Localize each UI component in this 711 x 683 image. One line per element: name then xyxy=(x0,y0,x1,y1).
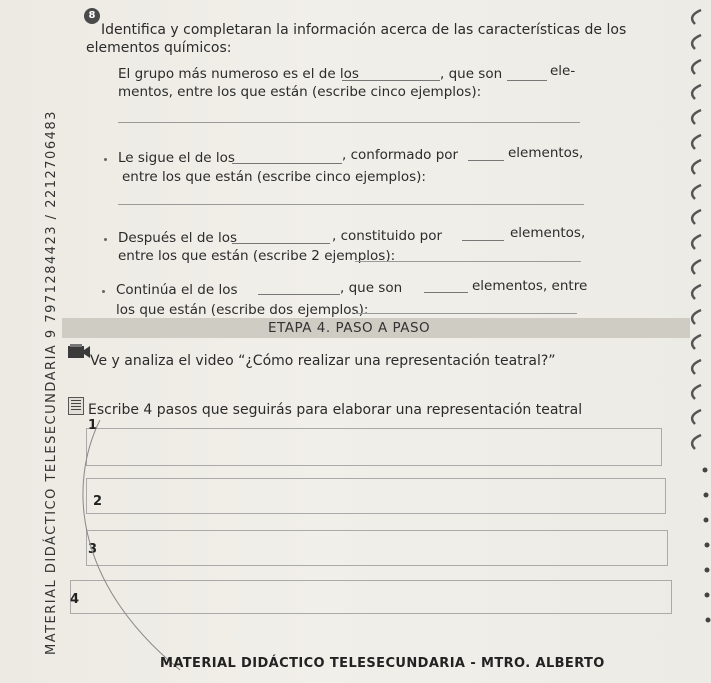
group3-blank-2[interactable] xyxy=(462,240,504,241)
step-number: 3 xyxy=(88,542,98,557)
group2-text-a: Le sigue el de los xyxy=(118,150,235,166)
footer-text: MATERIAL DIDÁCTICO TELESECUNDARIA - MTRO. ALBERTO xyxy=(160,656,605,671)
group2-text-c: elementos, xyxy=(508,145,584,161)
step-number: 2 xyxy=(93,494,103,509)
group1-text-d: mentos, entre los que están (escribe cinco ejemplos): xyxy=(118,84,482,100)
group3-text-b: , constituido por xyxy=(332,228,442,244)
group3-bullet xyxy=(104,238,107,241)
stage-title: ETAPA 4. PASO A PASO xyxy=(268,320,431,336)
group1-text-b: , que son xyxy=(440,66,503,82)
group2-bullet xyxy=(104,158,107,161)
steps-instruction: Escribe 4 pasos que seguirás para elaborar una representación teatral xyxy=(88,402,583,418)
group2-blank-1[interactable] xyxy=(232,163,342,164)
video-icon xyxy=(68,344,90,358)
decorative-curve xyxy=(30,420,230,680)
group4-blank-2[interactable] xyxy=(424,292,468,293)
group2-text-d: entre los que están (escribe cinco ejemplos): xyxy=(122,169,426,185)
group3-blank-1[interactable] xyxy=(232,243,330,244)
group3-text-d: entre los que están (escribe 2 ejemplos): xyxy=(118,248,396,264)
instruction-line-1: Identifica y completaran la información acerca de las características de los xyxy=(101,22,627,38)
group4-answer-line[interactable] xyxy=(355,313,577,314)
group1-text-a: El grupo más numeroso es el de los xyxy=(118,66,359,82)
group4-text-b: , que son xyxy=(340,280,403,296)
group4-text-d: los que están (escribe dos ejemplos): xyxy=(116,302,369,318)
spiral-binding-icon xyxy=(671,0,711,683)
step-number: 1 xyxy=(88,418,98,433)
group2-text-b: , conformado por xyxy=(342,147,459,163)
group4-text-a: Continúa el de los xyxy=(116,282,238,298)
group2-blank-2[interactable] xyxy=(468,160,504,161)
group4-text-c: elementos, entre xyxy=(472,278,588,294)
group1-blank-1[interactable] xyxy=(342,80,440,81)
step-number: 4 xyxy=(70,592,80,607)
group1-text-c: ele- xyxy=(550,63,576,79)
group3-text-a: Después el de los xyxy=(118,230,238,246)
group3-answer-line[interactable] xyxy=(355,261,581,262)
group1-blank-2[interactable] xyxy=(507,80,547,81)
group1-answer-line[interactable] xyxy=(118,122,580,123)
group4-bullet xyxy=(102,290,105,293)
group4-blank-1[interactable] xyxy=(258,294,340,295)
group3-text-c: elementos, xyxy=(510,225,586,241)
instruction-line-2: elementos químicos: xyxy=(86,40,232,56)
video-instruction: Ve y analiza el video “¿Cómo realizar una representación teatral?” xyxy=(90,353,556,369)
list-icon xyxy=(68,397,84,415)
group2-answer-line[interactable] xyxy=(118,204,584,205)
side-label: MATERIAL DIDÁCTICO TELESECUNDARIA 9 7971284423 / 2212706483 xyxy=(44,110,59,655)
activity-number-badge: 8 xyxy=(84,8,100,24)
